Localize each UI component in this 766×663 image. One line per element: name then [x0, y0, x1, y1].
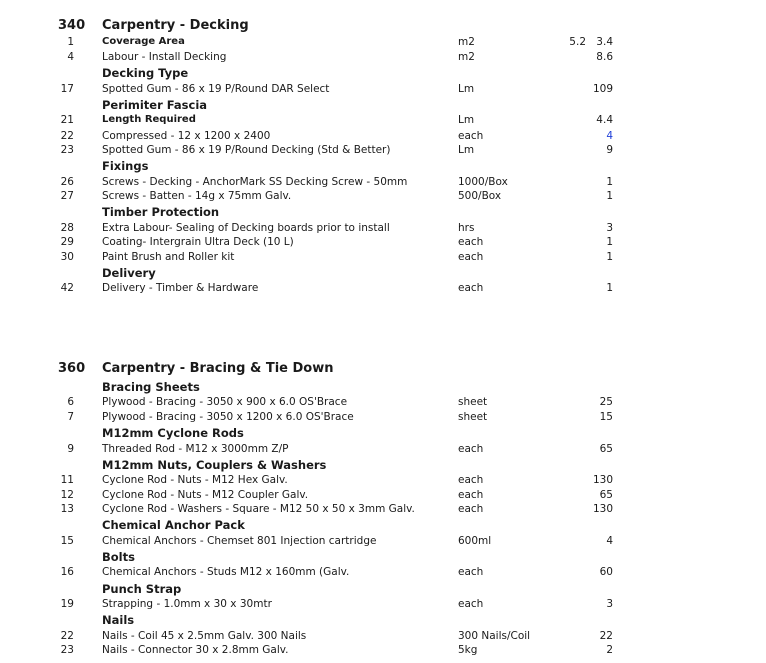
section-number: 340: [58, 18, 86, 33]
item-number: 22: [60, 630, 74, 642]
item-number: 42: [60, 282, 74, 294]
item-description: Chemical Anchors - Studs M12 x 160mm (Galv.: [102, 566, 350, 578]
item-description: Chemical Anchors - Chemset 801 Injection cartridge: [102, 535, 377, 547]
item-description: Nails - Connector 30 x 2.8mm Galv.: [102, 644, 289, 656]
item-description: Screws - Decking - AnchorMark SS Decking Screw - 50mm: [102, 176, 408, 188]
item-unit: each: [458, 566, 484, 578]
item-unit: 5kg: [458, 644, 478, 656]
item-description: Delivery - Timber & Hardware: [102, 282, 259, 294]
item-unit: 300 Nails/Coil: [458, 630, 531, 642]
item-quantity: 1: [606, 282, 613, 294]
item-unit: 1000/Box: [458, 176, 508, 188]
item-quantity: 8.6: [596, 51, 613, 63]
item-number: 15: [60, 535, 74, 547]
item-unit: sheet: [458, 411, 488, 423]
item-description: Screws - Batten - 14g x 75mm Galv.: [102, 190, 292, 202]
item-unit: 600ml: [458, 535, 492, 547]
item-quantity: 60: [599, 566, 613, 578]
item-number: 26: [60, 176, 74, 188]
item-description: Cyclone Rod - Washers - Square - M12 50 x 50 x 3mm Galv.: [102, 503, 415, 515]
item-number: 11: [60, 474, 74, 486]
item-number: 12: [60, 489, 74, 501]
item-description: Spotted Gum - 86 x 19 P/Round DAR Select: [102, 83, 330, 95]
group-heading: Perimiter Fascia: [102, 98, 208, 112]
item-unit: sheet: [458, 396, 488, 408]
item-quantity: 130: [592, 503, 613, 515]
item-description: Cyclone Rod - Nuts - M12 Coupler Galv.: [102, 489, 309, 501]
item-quantity: 3.4: [596, 36, 613, 48]
item-quantity: 1: [606, 190, 613, 202]
group-heading: M12mm Cyclone Rods: [102, 426, 244, 440]
item-quantity: 109: [592, 83, 613, 95]
group-heading: Bolts: [102, 550, 135, 564]
item-description: Plywood - Bracing - 3050 x 900 x 6.0 OS'Brace: [102, 396, 348, 408]
item-quantity: 25: [599, 396, 613, 408]
section-title: Carpentry - Bracing & Tie Down: [102, 361, 334, 376]
item-description: Coating- Intergrain Ultra Deck (10 L): [102, 236, 294, 248]
section-title: Carpentry - Decking: [102, 18, 249, 33]
group-heading: Fixings: [102, 159, 149, 173]
item-description: Labour - Install Decking: [102, 51, 227, 63]
item-quantity: 65: [599, 443, 613, 455]
item-number: 16: [60, 566, 74, 578]
item-unit: m2: [458, 36, 475, 48]
item-description: Cyclone Rod - Nuts - M12 Hex Galv.: [102, 474, 288, 486]
item-quantity: 22: [599, 630, 613, 642]
group-heading: M12mm Nuts, Couplers & Washers: [102, 458, 327, 472]
group-heading: Decking Type: [102, 66, 189, 80]
item-number: 27: [60, 190, 74, 202]
group-heading: Chemical Anchor Pack: [102, 518, 245, 532]
item-unit: each: [458, 443, 484, 455]
section-number: 360: [58, 361, 86, 376]
item-unit: each: [458, 598, 484, 610]
item-number: 4: [67, 51, 74, 63]
item-unit: each: [458, 130, 484, 142]
item-description: Spotted Gum - 86 x 19 P/Round Decking (Std & Better): [102, 144, 391, 156]
group-heading: Nails: [102, 613, 135, 627]
item-number: 7: [67, 411, 74, 423]
item-number: 29: [60, 236, 74, 248]
item-unit: each: [458, 282, 484, 294]
item-description: Paint Brush and Roller kit: [102, 251, 235, 263]
item-quantity: 9: [606, 144, 613, 156]
item-quantity: 4: [606, 535, 613, 547]
item-number: 23: [60, 644, 74, 656]
item-number: 9: [67, 443, 74, 455]
item-number: 1: [67, 36, 74, 48]
item-quantity: 1: [606, 176, 613, 188]
item-description: Length Required: [102, 114, 196, 125]
item-unit: Lm: [458, 114, 475, 126]
item-unit: 500/Box: [458, 190, 502, 202]
item-quantity: 15: [599, 411, 613, 423]
group-heading: Bracing Sheets: [102, 380, 200, 394]
item-description: Coverage Area: [102, 36, 185, 47]
item-number: 23: [60, 144, 74, 156]
item-number: 30: [60, 251, 74, 263]
item-quantity: 4.4: [596, 114, 613, 126]
group-heading: Timber Protection: [102, 205, 220, 219]
item-unit: Lm: [458, 83, 475, 95]
item-number: 17: [60, 83, 74, 95]
item-quantity: 4: [606, 130, 613, 142]
item-description: Nails - Coil 45 x 2.5mm Galv. 300 Nails: [102, 630, 307, 642]
item-unit: each: [458, 474, 484, 486]
item-number: 22: [60, 130, 74, 142]
item-description: Compressed - 12 x 1200 x 2400: [102, 130, 271, 142]
item-quantity: 2: [606, 644, 613, 656]
item-quantity: 1: [606, 236, 613, 248]
group-heading: Delivery: [102, 266, 156, 280]
item-number: 28: [60, 222, 74, 234]
item-quantity: 3: [606, 598, 613, 610]
item-quantity: 130: [592, 474, 613, 486]
item-unit: each: [458, 489, 484, 501]
item-number: 21: [60, 114, 74, 126]
item-quantity: 3: [606, 222, 613, 234]
item-unit: Lm: [458, 144, 475, 156]
item-unit: each: [458, 251, 484, 263]
item-unit: m2: [458, 51, 475, 63]
item-quantity: 1: [606, 251, 613, 263]
item-number: 19: [60, 598, 74, 610]
item-number: 13: [60, 503, 74, 515]
item-number: 6: [67, 396, 74, 408]
item-unit: each: [458, 503, 484, 515]
item-description: Extra Labour- Sealing of Decking boards prior to install: [102, 222, 390, 234]
item-description: Threaded Rod - M12 x 3000mm Z/P: [102, 443, 289, 455]
item-quantity: 65: [599, 489, 613, 501]
item-quantity-a: 5.2: [569, 36, 586, 48]
item-description: Plywood - Bracing - 3050 x 1200 x 6.0 OS'Brace: [102, 411, 354, 423]
item-unit: each: [458, 236, 484, 248]
item-description: Strapping - 1.0mm x 30 x 30mtr: [102, 598, 272, 610]
item-unit: hrs: [458, 222, 475, 234]
group-heading: Punch Strap: [102, 582, 182, 596]
